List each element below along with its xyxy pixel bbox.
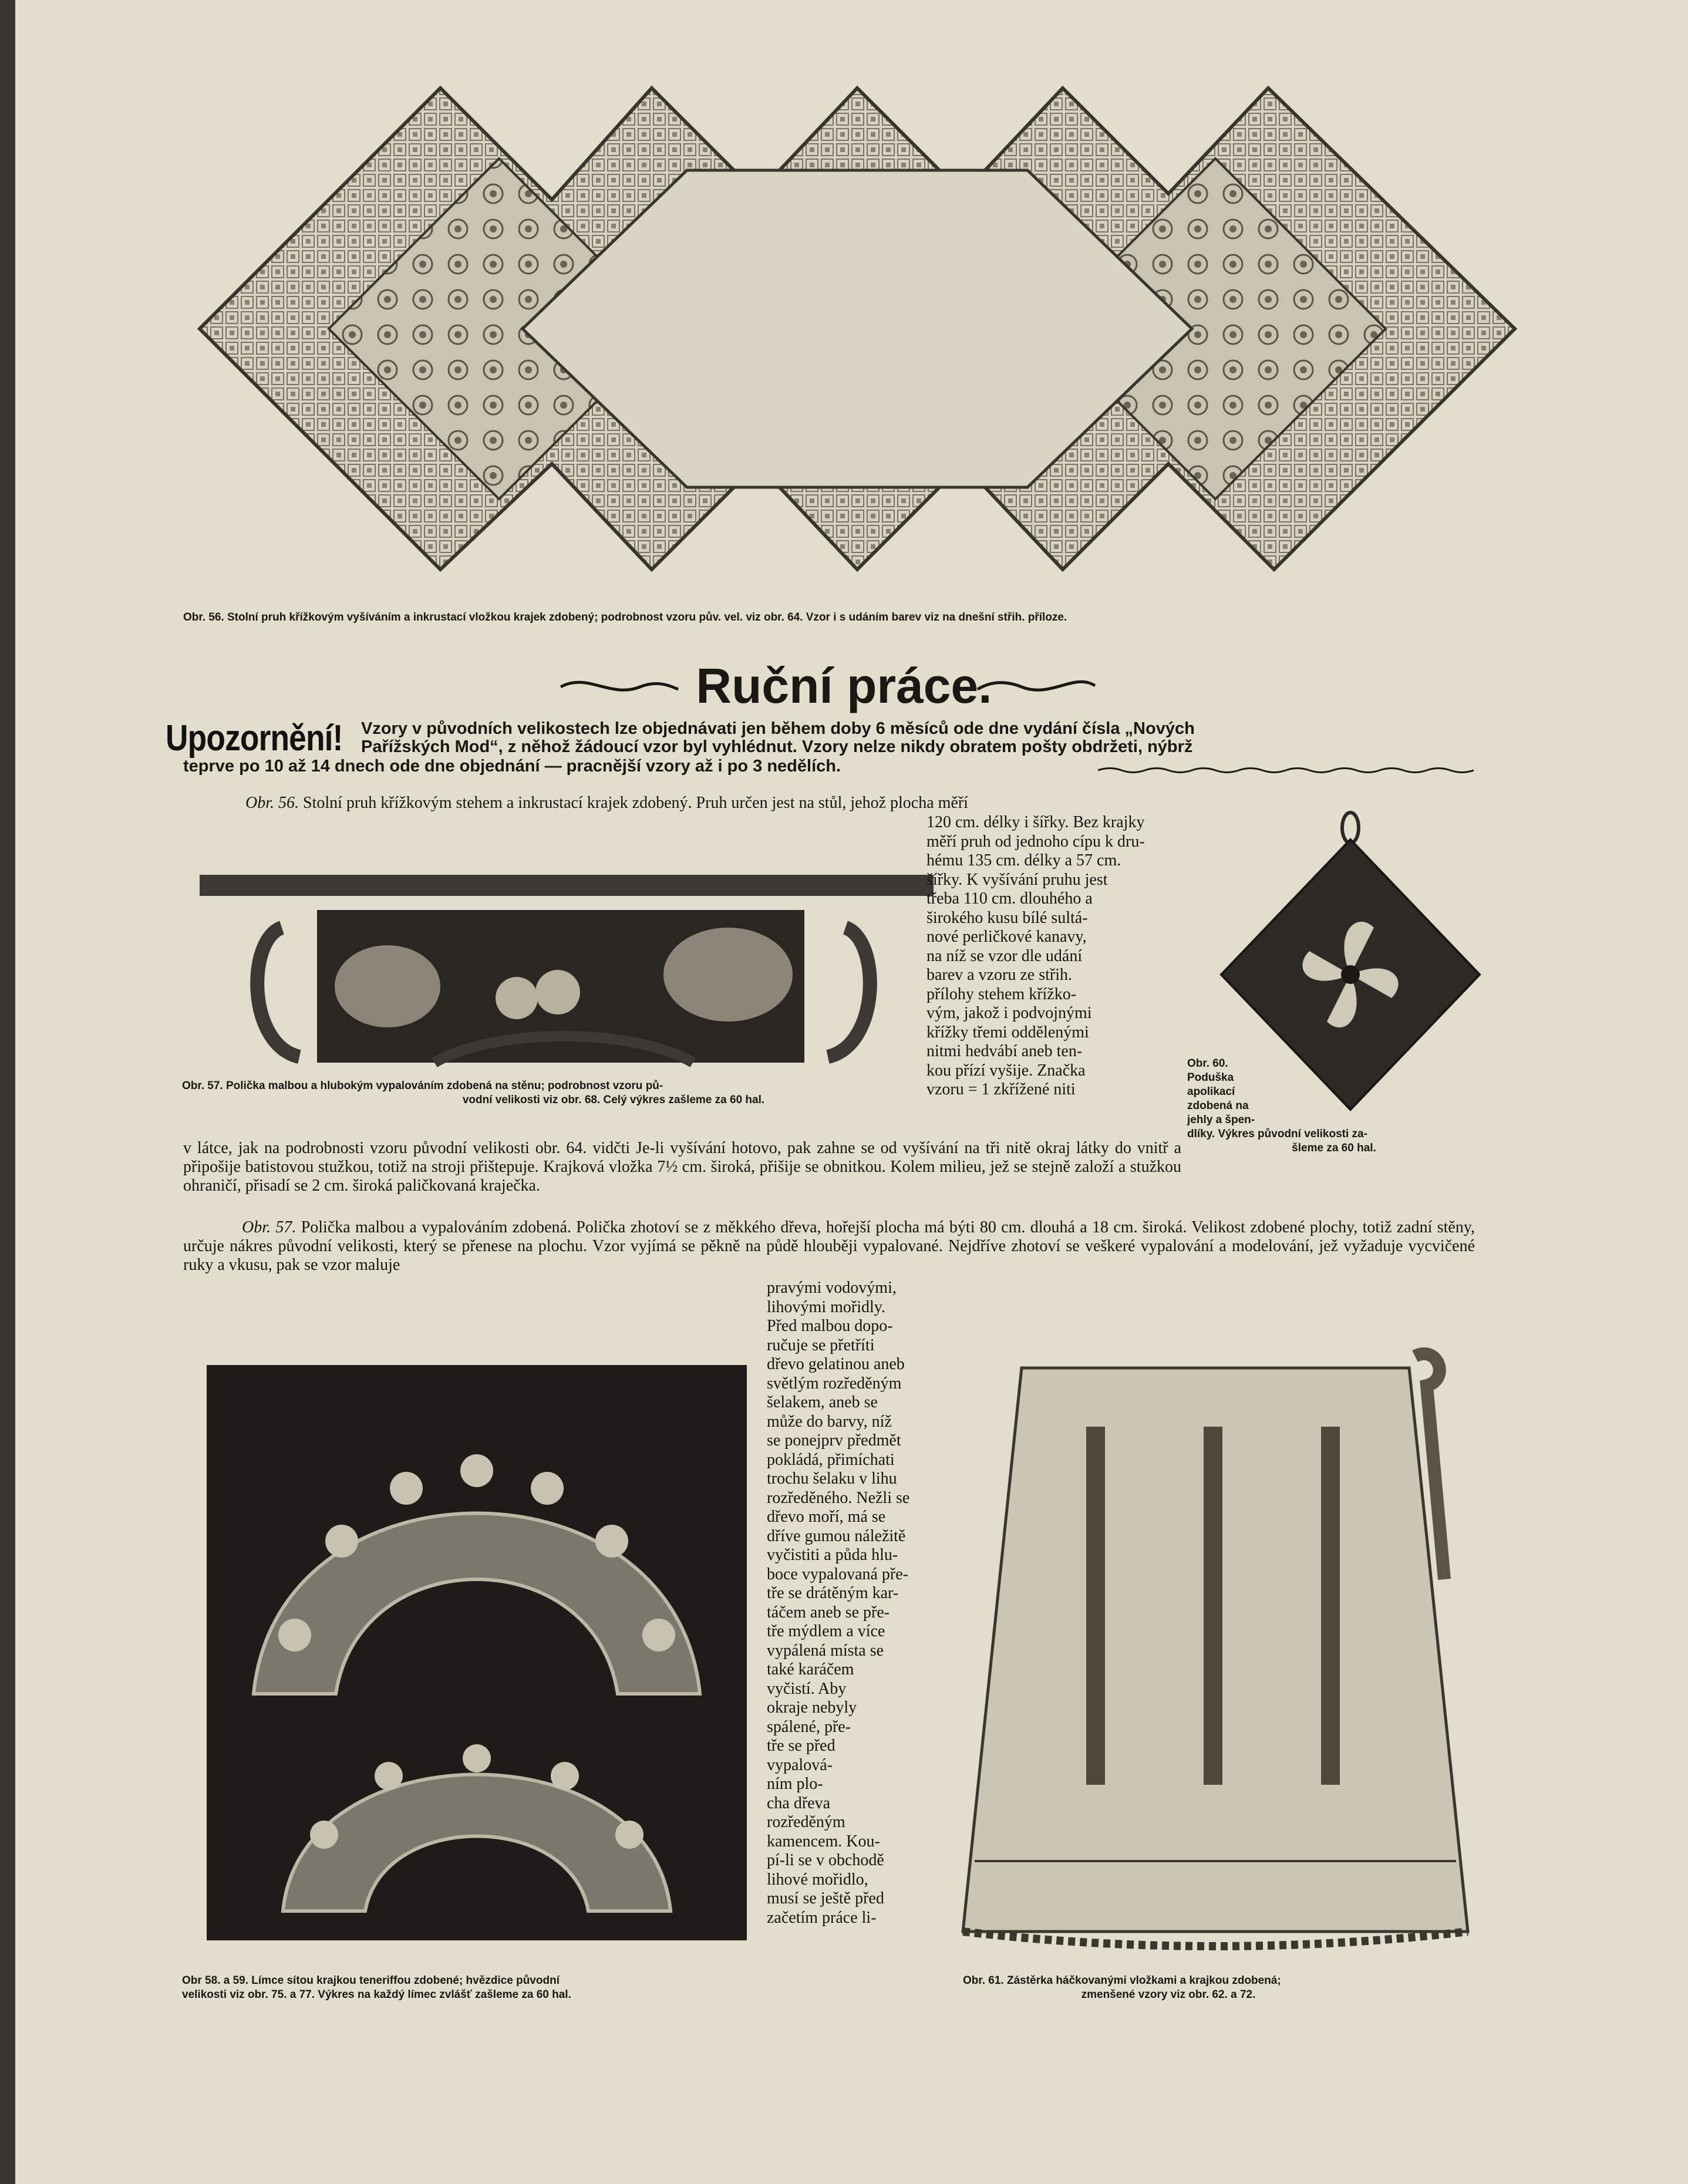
obr56-col-line: barev a vzoru ze střih. [926,966,1072,984]
figure-58-59-caption-1: Obr 58. a 59. Límce sítou krajkou teneriffou zdobené; hvězdice původní [182,1974,560,1987]
obr57-col-line: rozředěného. Nežli se [767,1488,910,1507]
obr57-col-line: kamencem. Kou- [767,1832,880,1851]
obr56-col-line: kou přízí vyšije. Značka [926,1061,1086,1080]
obr56-col-line: na níž se vzor dle udání [926,946,1083,965]
notice-line-2: Pařížských Mod“, z něhož žádoucí vzor byl vyhlédnut. Vzory nelze nikdy obratem pošty obdržeti, nýbrž [361,737,1193,756]
obr57-col-line: dřevo gelatinou aneb [767,1355,905,1373]
section-title: Ruční práce. [696,658,992,713]
obr56-col-line: třeba 110 cm. dlouhého a [926,889,1093,908]
figure-60-caption-6: dlíky. Výkres původní velikosti za- [1187,1128,1367,1140]
obr57-col-line: vyčistí. Aby [767,1679,847,1698]
obr57-col-line: může do barvy, níž [767,1412,892,1431]
obr57-col-line: pravými vodovými, [767,1279,897,1297]
figure-60-caption-3: apolikací [1187,1086,1235,1098]
obr57-col-line: šelakem, aneb se [767,1393,878,1411]
table-runner-illustration [194,35,1521,611]
obr56-col-line: vým, jakož i podvojnými [926,1004,1092,1022]
obr56-col-line: nové perličkové kanavy, [926,928,1087,946]
figure-56-caption: Obr. 56. Stolní pruh křížkovým vyšíváním a inkrustací vložkou krajek zdobený; podrobnost vzoru pův. vel. viz obr. 64. Vzor i s udáním barev viz na dnešní střih. příloze. [183,611,1067,623]
obr56-col-line: vzoru = 1 zkřížené niti [926,1080,1076,1098]
figure-60-caption-5: jehly a špen- [1187,1114,1255,1126]
obr57-col-line: vyčistiti a půda hlu- [767,1546,898,1564]
obr57-text: Polička malbou a vypalováním zdobená. Polička zhotoví se z měkkého dřeva, hořejší plocha má býti 80 cm. dlouhá a 18 cm. široká. Velikost zdobené plochy, totiž zadní stěny, určuje nákres původní velikosti, který se přenese na plochu. Vzor vyjímá se pěkně na půdě hlouběji vypalované. Nejdříve zhotoví se veškeré vypalování a modelování, jež vyžaduje vycvičené ruky a vkusu, pak se vzor maluje [183,1218,1475,1274]
obr56-continuation: v látce, jak na podrobnosti vzoru původní velikosti obr. 64. vidčti Je-li vyšívání hotovo, pak zahne se od vyšívání na tři nitě okraj látky do vnitř a připošije batistovou stužkou, totiž na stroji přištepuje. Krajková vložka 7½ cm. široká, přišije se obnitkou. Kolem milieu, jež se stejně založí a stužkou ohraničí, přisadí se 2 cm. široká paličkovaná kraječka. [183,1139,1181,1195]
obr56-col-line: širokého kusu bílé sultá- [926,908,1088,927]
obr57-col-line: tře se před [767,1737,835,1755]
obr56-col-line: šířky. K vyšívání pruhu jest [926,870,1108,889]
obr56-col-line: měří pruh od jednoho cípu k dru- [926,832,1145,851]
obr57-col-line: táčem aneb se pře- [767,1603,890,1622]
figure-57-caption-1: Obr. 57. Polička malbou a hlubokým vypalováním zdobená na stěnu; podrobnost vzoru pů- [182,1080,663,1092]
apron-illustration [951,1344,1485,1961]
obr57-col-line: ručuje se přetříti [767,1336,875,1354]
figure-60-caption-2: Poduška [1187,1071,1234,1084]
obr57-col-line: Před malbou dopo- [767,1317,893,1335]
section-title-wrap [0,656,1688,715]
obr56-col-line: křížky třemi oddělenými [926,1023,1089,1042]
obr57-col-line: vypálená místa se [767,1641,884,1660]
figure-60-caption-1: Obr. 60. [1187,1057,1228,1070]
obr56-col-line: nitmi hedvábí aneb ten- [926,1042,1083,1060]
obr56-column [926,813,1232,1100]
obr57-col-line: boce vypalovaná pře- [767,1565,908,1583]
obr57-col-line: spálené, pře- [767,1717,851,1736]
figure-58-59-caption-2: velikosti viz obr. 75. a 77. Výkres na každý límec zvlášť zašleme za 60 hal. [182,1988,571,2001]
obr57-col-line: také karáčem [767,1660,854,1679]
notice-heading: Upozornění! [166,718,343,759]
notice-line-1: Vzory v původních velikostech lze objednávati jen během doby 6 měsíců ode dne vydání čísla „Nových [361,719,1195,738]
obr56-col-line: hému 135 cm. délky a 57 cm. [926,851,1121,869]
notice-line-3: teprve po 10 až 14 dnech ode dne objednání — pracnější vzory až i po 3 nedělích. [183,757,841,776]
notice-end-rule [1098,766,1474,774]
title-right-ornament [975,669,1098,705]
figure-57-caption-2: vodní velikosti viz obr. 68. Celý výkres zašleme za 60 hal. [462,1094,765,1106]
obr56-first-line [245,794,1291,813]
obr56-label: Obr. 56. [245,794,299,812]
figure-61-caption-2: zmenšené vzory viz obr. 62. a 72. [1081,1988,1256,2001]
obr57-col-line: pokládá, přimíchati [767,1450,895,1469]
obr57-col-line: ním plo- [767,1775,823,1793]
obr56-col-line: 120 cm. délky i šířky. Bez krajky [926,813,1145,831]
obr57-col-line: cha dřeva [767,1794,831,1812]
obr57-col-line: vypalová- [767,1755,833,1774]
obr57-col-line: musí se ještě před [767,1889,884,1907]
obr57-col-line: dříve gumou náležitě [767,1526,906,1545]
obr57-col-line: lihové mořidlo, [767,1870,868,1889]
collars-illustration [207,1365,747,1940]
obr56-first-text: Stolní pruh křížkovým stehem a inkrustací krajek zdobený. Pruh určen jest na stůl, jehož plocha měří [303,794,968,812]
obr56-col-line: přílohy stehem křížko- [926,985,1077,1003]
obr57-paragraph [183,1218,1475,1275]
binding-edge [0,0,15,2184]
obr57-col-line: se ponejprv předmět [767,1431,901,1450]
obr57-label: Obr. 57. [242,1218,297,1236]
obr57-col-line: začetím práce li- [767,1908,877,1927]
obr57-col-line: pí-li se v obchodě [767,1851,884,1869]
obr57-col-line: rozředěným [767,1813,845,1831]
obr57-col-line: tře mýdlem a více [767,1622,885,1640]
obr57-col-line: dřevo moří, má se [767,1508,886,1526]
figure-60-caption-7: šleme za 60 hal. [1292,1142,1376,1154]
figure-60-caption-4: zdobená na [1187,1100,1249,1112]
obr57-col-line: trochu šelaku v lihu [767,1470,897,1488]
obr57-col-line: tře se drátěným kar- [767,1584,899,1602]
figure-61-caption-1: Obr. 61. Zástěrka háčkovanými vložkami a krajkou zdobená; [963,1974,1281,1987]
shelf-illustration [200,875,934,1095]
obr57-col-line: světlým rozředěným [767,1374,902,1393]
obr57-col-line: lihovými mořidly. [767,1297,885,1316]
obr57-col-line: okraje nebyly [767,1698,857,1717]
